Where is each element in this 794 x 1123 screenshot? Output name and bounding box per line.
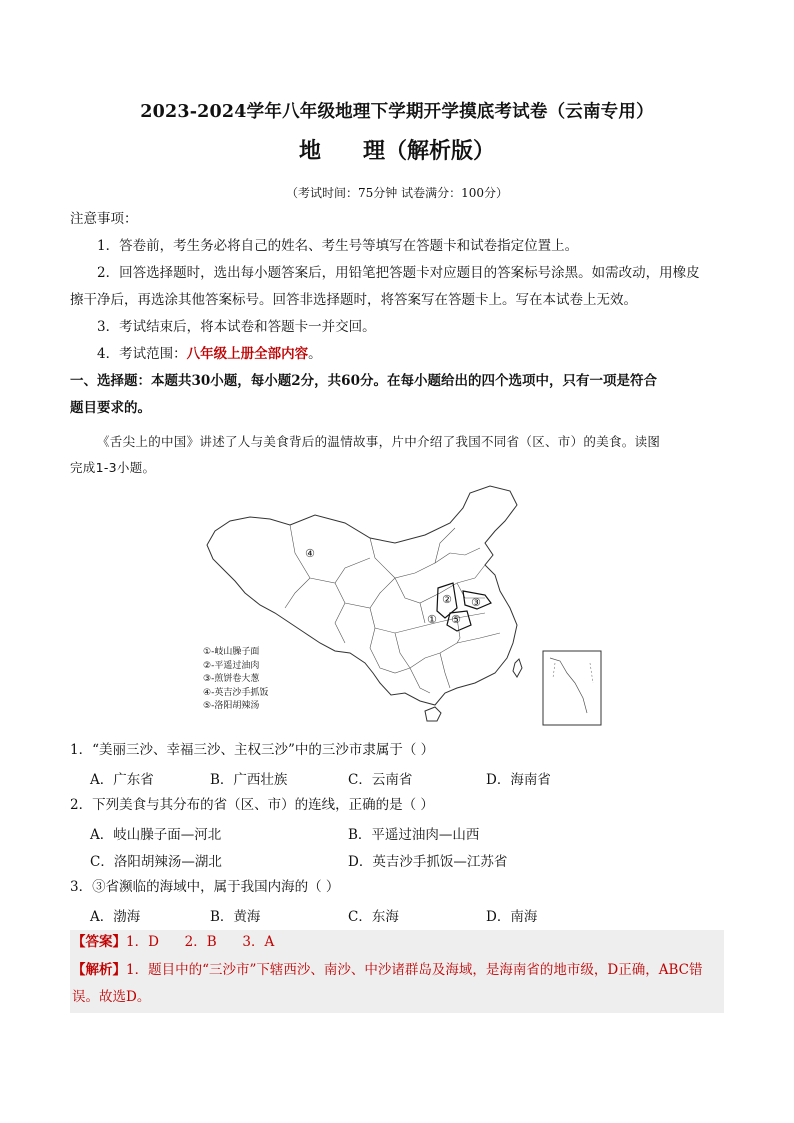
map-label-2: ② (442, 593, 452, 606)
question-2-option-d: D．英吉沙手抓饭—江苏省 (348, 854, 508, 870)
intro-line2: 完成1-3小题。 (70, 460, 156, 475)
answer-label: 【答案】 (72, 934, 126, 950)
map-legend (203, 646, 268, 714)
section1-heading-line2: 题目要求的。 (70, 400, 151, 416)
exam-title: 2023-2024学年八年级地理下学期开学摸底考试卷（云南专用） (140, 102, 654, 122)
analysis-label: 【解析】 (72, 962, 126, 978)
question-2-stem: 2．下列美食与其分布的省（区、市）的连线，正确的是（ ） (70, 797, 434, 813)
taiwan-outline (513, 659, 522, 677)
question-1-option-c: C．云南省 (348, 772, 413, 788)
china-map-figure (195, 483, 605, 733)
exam-info: （考试时间：75分钟 试卷满分：100分） (286, 186, 508, 200)
question-2-option-b: B．平遥过油肉—山西 (348, 827, 480, 843)
note-item-1: 1．答卷前，考生务必将自己的姓名、考生号等填写在答题卡和试卷指定位置上。 (97, 238, 579, 254)
legend-item-2: ②-平遥过油肉 (203, 660, 260, 671)
legend-item-5: ⑤-洛阳胡辣汤 (203, 701, 260, 711)
question-1-option-b: B．广西壮族 (210, 772, 288, 788)
question-3-option-c: C．东海 (348, 909, 399, 925)
question-3-option-a: A．渤海 (90, 909, 141, 925)
section1-heading-line1: 一、选择题：本题共30小题，每小题2分，共60分。在每小题给出的四个选项中，只有一项是符合 (70, 373, 657, 389)
question-1-option-a: A．广东省 (90, 772, 154, 788)
analysis-text-line1: 1．题目中的“三沙市”下辖西沙、南沙、中沙诸群岛及海域，是海南省的地市级，D正确，ABC错 (126, 962, 703, 978)
question-1-stem: 1．“美丽三沙、幸福三沙、主权三沙”中的三沙市隶属于（ ） (70, 742, 435, 758)
south-china-sea-inset (543, 651, 601, 725)
exam-scope: 八年级上册全部内容 (186, 346, 309, 362)
note-item-3: 3．考试结束后，将本试卷和答题卡一并交回。 (97, 319, 376, 335)
question-1-option-d: D．海南省 (486, 772, 551, 788)
note-item-2-line2: 擦干净后，再选涂其他答案标号。回答非选择题时，将答案写在答题卡上。写在本试卷上无效。 (70, 292, 637, 308)
hainan-outline (425, 707, 441, 721)
note-item-4 (97, 344, 322, 364)
note-item-2-line1: 2．回答选择题时，选出每小题答案后，用铅笔把答题卡对应题目的答案标号涂黑。如需改动，用橡皮 (97, 265, 700, 281)
notes-heading: 注意事项： (70, 211, 138, 227)
legend-item-1: ①-岐山臊子面 (203, 647, 260, 657)
analysis-line1 (72, 960, 702, 980)
map-label-5: ⑤ (451, 613, 461, 626)
map-label-1: ① (427, 613, 437, 626)
answer-line (72, 932, 274, 952)
note-item-4-suffix: 。 (308, 346, 322, 362)
question-3-option-b: B．黄海 (210, 909, 261, 925)
subject-title (0, 134, 794, 165)
answer-text: 1．D 2．B 3．A (126, 934, 275, 950)
map-label-3: ③ (471, 596, 481, 609)
subject-char-a: 地 (298, 138, 321, 164)
legend-item-4: ④-英吉沙手抓饭 (203, 687, 269, 698)
subject-char-b: 理（解析版） (363, 138, 496, 164)
map-label-4: ④ (305, 547, 315, 560)
question-2-option-c: C．洛阳胡辣汤—湖北 (90, 854, 222, 870)
intro-line1: 《舌尖上的中国》讲述了人与美食背后的温情故事，片中介绍了我国不同省（区、市）的美食。读图 (97, 434, 661, 449)
analysis-text-line2: 误。故选D。 (72, 989, 151, 1005)
note-item-4-prefix: 4．考试范围： (97, 346, 187, 362)
question-3-option-d: D．南海 (486, 909, 538, 925)
question-2-option-a: A．岐山臊子面—河北 (90, 827, 222, 843)
legend-item-3: ③-煎饼卷大葱 (203, 674, 260, 684)
question-3-stem: 3．③省濒临的海域中，属于我国内海的（ ） (70, 879, 340, 895)
